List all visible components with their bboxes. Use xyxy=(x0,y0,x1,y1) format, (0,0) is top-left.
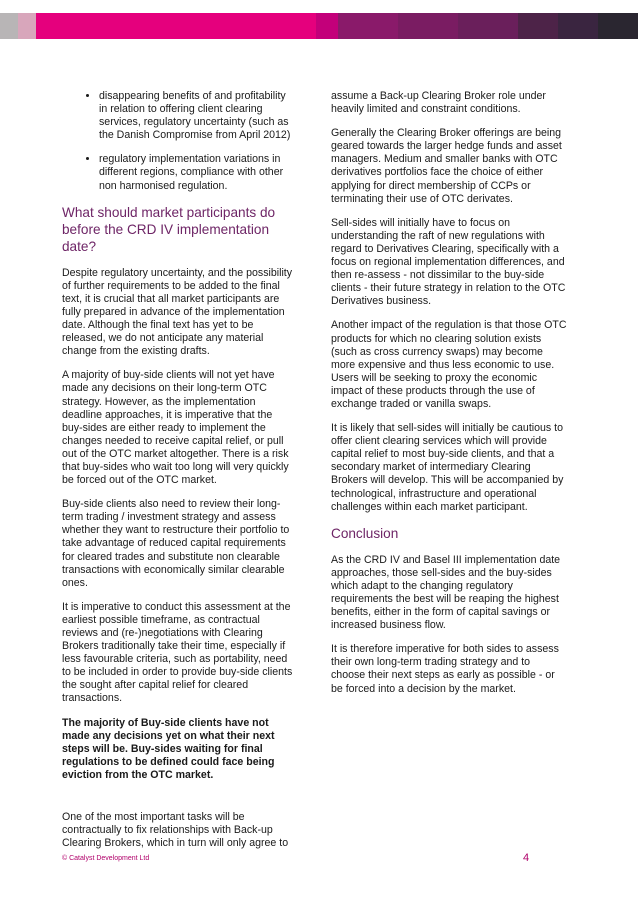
paragraph: One of the most important tasks will be contractually to fix relationships with Back-up Clearing Brokers, which in turn will only agree to xyxy=(62,811,289,850)
paragraph: Generally the Clearing Broker offerings are being geared towards the larger hedge funds and asset managers. Medium and smaller banks with OTC derivatives portfolios face the choice of either applying for direct membership of CCPs or terminating their use of OTC derivates. xyxy=(331,127,562,205)
band-segment xyxy=(338,13,398,39)
band-segment xyxy=(558,13,598,39)
section-heading: What should market participants do before the CRD IV implementation date? xyxy=(62,204,276,254)
left-column xyxy=(62,90,294,861)
paragraph: Buy-side clients also need to review their long-term trading / investment strategy and assess whether they want to restructure their portfolio to take advantage of reduced capital requirements for cleared trades and substitute non clearable transactions with economically similar clearable ones. xyxy=(62,498,290,589)
bullet-list xyxy=(62,90,294,193)
key-message-paragraph: The majority of Buy-side clients have not made any decisions yet on what their next steps will be. Buy-sides waiting for final regulations to be defined could face being eviction from the OTC market. xyxy=(62,716,275,781)
header-color-band xyxy=(0,13,638,39)
paragraph: As the CRD IV and Basel III implementation date approaches, those sell-sides and the buy-sides which adapt to the changing regulatory requirements the best will be reaping the highest benefits, either in the form of capital savings or increased business flow. xyxy=(331,553,561,632)
band-segment xyxy=(18,13,36,39)
paragraph: Despite regulatory uncertainty, and the possibility of further requirements to be added to the final text, it is crucial that all market participants are fully prepared in advance of the implementation date. Although the final text has yet to be released, we do not anticipate any material change from the existing drafts. xyxy=(62,266,293,358)
band-segment xyxy=(458,13,518,39)
band-segment xyxy=(36,13,296,39)
bullet-item: • disappearing benefits of and profitability in relation to offering client clearing services, regulatory uncertainty (such as the Danish Compromise from April 2012) xyxy=(99,90,294,142)
band-segment xyxy=(296,13,316,39)
right-column xyxy=(331,90,567,707)
band-segment xyxy=(316,13,338,39)
paragraph: It is imperative to conduct this assessment at the earliest possible timeframe, as contractual reviews and (re-)negotiations with Clearing Brokers traditionally take their time, especially if less favourable criteria, such as portability, need to be included in order to provide buy-side clients the sought after capital relief for cleared transactions. xyxy=(62,600,293,705)
band-segment xyxy=(0,13,18,39)
paragraph: It is therefore imperative for both sides to assess their own long-term trading strategy and to choose their next steps as early as possible - or be forced into a decision by the market. xyxy=(331,643,559,695)
paragraph: assume a Back-up Clearing Broker role under heavily limited and constraint conditions. xyxy=(331,90,546,116)
conclusion-heading: Conclusion xyxy=(331,525,399,541)
paragraph: Sell-sides will initially have to focus on understanding the raft of new regulations with regard to Derivatives Clearing, specifically with a focus on regional implementation differences, and then re-assess - not dissimilar to the buy-side clients - their future strategy in relation to the OTC Derivatives business. xyxy=(331,216,566,308)
copyright-text: © Catalyst Development Ltd xyxy=(62,855,150,862)
band-segment xyxy=(398,13,458,39)
page-number: 4 xyxy=(523,852,530,864)
paragraph: A majority of buy-side clients will not yet have made any decisions on their long-term OTC strategy. However, as the implementation deadline approaches, it is imperative that the buy-sides are either ready to implement the changes needed to receive capital relief, or pull out of the OTC market altogether. There is a risk that buy-sides who wait too long will very quickly be forced out of the OTC market. xyxy=(62,369,289,487)
band-segment xyxy=(518,13,558,39)
paragraph: It is likely that sell-sides will initially be cautious to offer client clearing services which will provide capital relief to most buy-side clients, and that a secondary market of intermediary Clearing Brokers will develop. This will be accompanied by technological, infrastructure and operational challenges within each market participant. xyxy=(331,422,564,513)
bullet-item: • regulatory implementation variations in different regions, compliance with other non harmonised regulation. xyxy=(99,153,294,192)
paragraph: Another impact of the regulation is that those OTC products for which no clearing solution exists (such as cross currency swaps) may become more expensive and thus less economic to use. Users will be seeking to proxy the economic impact of these products through the use of exchange traded or vanilla swaps. xyxy=(331,319,567,410)
band-segment xyxy=(598,13,638,39)
